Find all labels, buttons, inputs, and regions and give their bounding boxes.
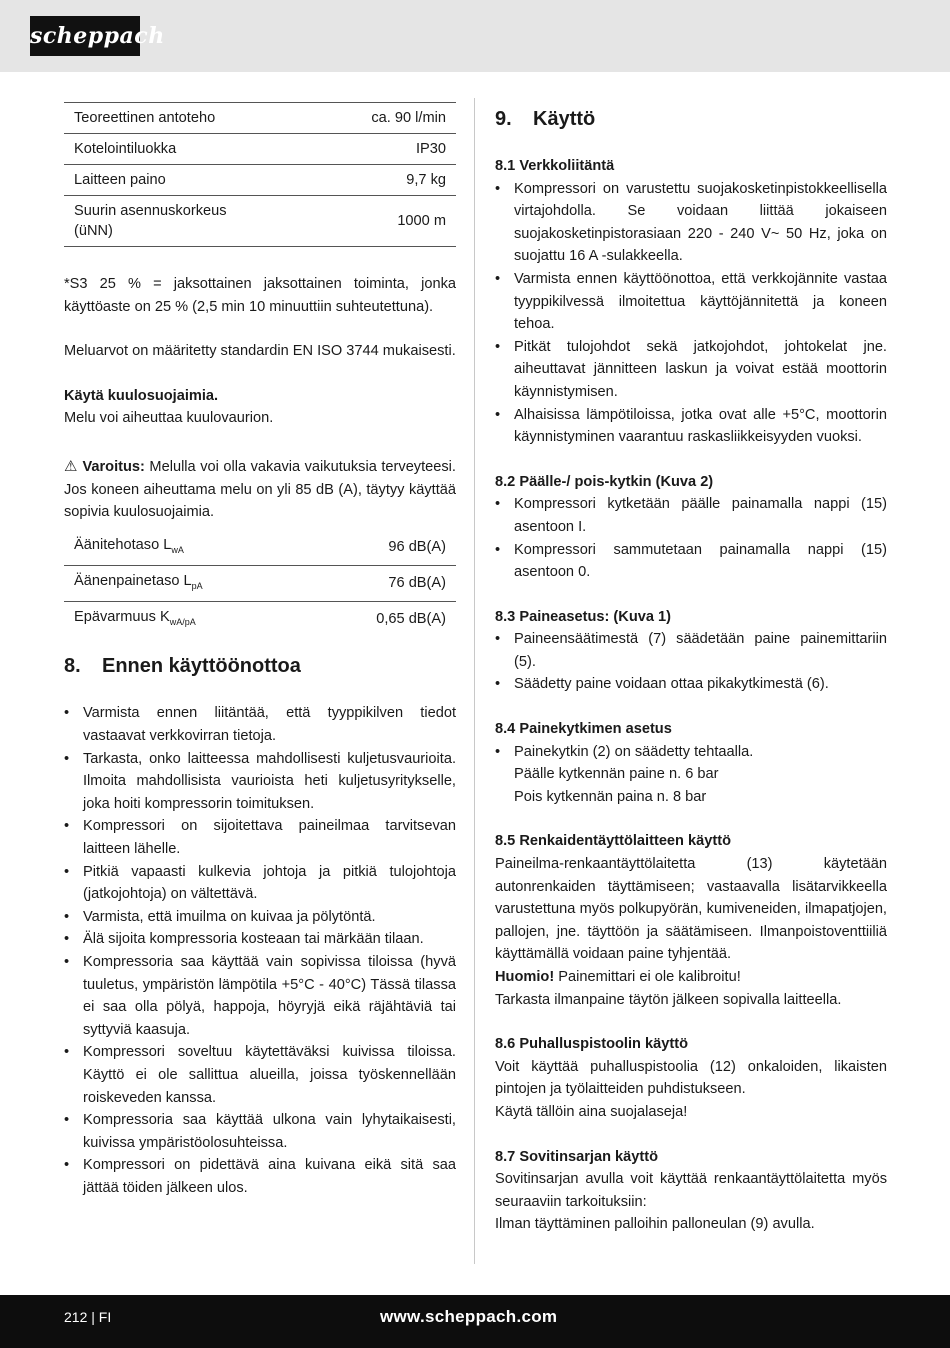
section-8-4-list [495, 741, 887, 809]
list-item: • Älä sijoita kompressoria kosteaan tai märkään tilaan. [64, 928, 456, 951]
spec-value: ca. 90 l/min [274, 103, 456, 134]
noise-standard-note: Meluarvot on määritetty standardin EN ISO 3744 mukaisesti. [64, 343, 456, 360]
warning-label: Varoitus: [82, 458, 145, 475]
list-item: • Paineensäätimestä (7) säädetään paine painemittariin (5). [495, 628, 887, 673]
page-footer [0, 1295, 950, 1348]
section-8-6-text: Voit käyttää puhalluspistoolia (12) onkaloiden, likaisten pintojen ja työlaitteiden puhdistukseen. [495, 1058, 887, 1098]
hearing-protection-heading: Käytä kuulosuojaimia. [64, 387, 219, 404]
table-row [64, 601, 456, 636]
table-row [64, 134, 456, 165]
section-8-1-heading: 8.1 Verkkoliitäntä [495, 158, 615, 174]
spec-table [64, 102, 456, 247]
hearing-protection-text: Melu voi aiheuttaa kuulovaurion. [64, 410, 274, 427]
section-9-heading: 9. Käyttö [495, 108, 596, 130]
noise-table [64, 530, 456, 637]
table-row [64, 565, 456, 601]
spec-label: Kotelointiluokka [64, 134, 274, 165]
section-8-4-heading: 8.4 Painekytkimen asetus [495, 721, 672, 738]
list-item: • Kompressoria saa käyttää vain sopivissa tiloissa (hyvä tuuletus, ympäristön lämpötila +5°C - 40°C) Tässä tilassa ei saa olla pölyä, happoja, höyryjä eikä räjähtäviä tai syttyviä kaasuja. [64, 951, 456, 1041]
warning-paragraph [64, 456, 456, 524]
list-item: • Kompressori sammutetaan painamalla nappi (15) asentoon 0. [495, 539, 887, 584]
section-8-heading: 8. Ennen käyttöönottoa [64, 655, 301, 678]
section-8-7-text2: Ilman täyttäminen palloihin palloneulan (9) avulla. [495, 1216, 815, 1233]
noise-label: Äänenpainetaso $L_{pA}$ [64, 565, 308, 601]
noise-value: 76 dB(A) [308, 565, 456, 601]
noise-value: 0,65 dB(A) [376, 611, 446, 628]
list-item: • Pitkät tulojohdot sekä jatkojohdot, johtokelat jne. aiheuttavat jännitteen laskun ja voivat estää moottorin käynnistymisen. [495, 336, 887, 404]
list-item: • Kompressori soveltuu käytettäväksi kuivissa tiloissa. Käyttö ei ole sallittua alueilla, joissa työskennellään roiskeveden kanssa. [64, 1041, 456, 1109]
table-row [64, 103, 456, 134]
scheppach-logo: scheppach [30, 16, 140, 56]
section-8-5-heading: 8.5 Renkaidentäyttölaitteen käyttö [495, 833, 732, 850]
list-item: • Säädetty paine voidaan ottaa pikakytkimestä (6). [495, 673, 887, 696]
noise-label: Epävarmuus $K_{wA/pA}$ [74, 608, 196, 627]
noise-value: 96 dB(A) [308, 530, 456, 565]
list-item: • Kompressori on varustettu suojakosketinpistokkeellisella virtajohdolla. Se voidaan liittää jokaiseen suojakosketinpistorasiaan 220 - 240 V~ 50 Hz, joka on suojattu 16 A -sulakkeella. [495, 178, 887, 268]
list-item: • Alhaisissa lämpötiloissa, jotka ovat alle +5°C, moottorin käynnistyminen vaarantuu raskasliikkeisyyden vuoksi. [495, 404, 887, 449]
section-8-1-list [495, 178, 887, 449]
list-item: • Painekytkin (2) on säädetty tehtaalla. Päälle kytkennän paine n. 6 bar Pois kytkennän paina n. 8 bar [495, 741, 887, 809]
page-number: 212 | FI [64, 1309, 112, 1325]
list-item: • Kompressoria saa käyttää ulkona vain lyhytaikaisesti, kuivissa ympäristöolosuhteissa. [64, 1109, 456, 1154]
spec-label: Teoreettinen antoteho [64, 103, 274, 134]
warning-triangle-icon: ⚠ [64, 457, 78, 475]
table-row [64, 530, 456, 565]
section-8-3-heading: 8.3 Paineasetus: (Kuva 1) [495, 608, 672, 625]
section-8-6-text2: Käytä tällöin aina suojalaseja! [495, 1103, 688, 1120]
list-item: • Varmista ennen liitäntää, että tyyppikilven tiedot vastaavat verkkovirran tietoja. [64, 702, 456, 747]
list-item: • Varmista, että imuilma on kuivaa ja pölytöntä. [64, 906, 456, 929]
section-8-3-list [495, 628, 887, 696]
section-8-5-note: Huomio! Painemittari ei ole kalibroitu! [495, 969, 741, 985]
spec-value: 9,7 kg [274, 165, 456, 196]
section-8-6-heading: 8.6 Puhalluspistoolin käyttö [495, 1036, 688, 1053]
list-item: • Kompressori on pidettävä aina kuivana eikä sitä saa jättää töiden jälkeen ulos. [64, 1154, 456, 1199]
list-item: • Tarkasta, onko laitteessa mahdollisesti kuljetusvaurioita. Ilmoita mahdollisista vaurioista heti kuljetusyritykselle, joka hoiti kompressorin toimituksen. [64, 748, 456, 816]
noise-label: Äänitehotaso $L_{wA}$ [64, 530, 308, 565]
section-8-5-last: Tarkasta ilmanpaine täytön jälkeen sopivalla laitteella. [495, 991, 842, 1008]
column-divider [474, 98, 475, 1264]
list-item: • Pitkiä vapaasti kulkevia johtoja ja pitkiä tulojohtoja (jatkojohtoja) on vältettävä. [64, 861, 456, 906]
page-header [0, 0, 950, 72]
section-8-2-list [495, 493, 887, 583]
list-item: • Kompressori on sijoitettava paineilmaa tarvitsevan laitteen lähelle. [64, 815, 456, 860]
list-item: • Kompressori kytketään päälle painamalla nappi (15) asentoon I. [495, 493, 887, 538]
s3-note: *S3 25 % = jaksottainen jaksottainen toiminta, jonka käyttöaste on 25 % (2,5 min 10 minuuttiin suhteutettuna). [64, 276, 456, 315]
section-8-7-heading: 8.7 Sovitinsarjan käyttö [495, 1148, 659, 1165]
website-link[interactable]: www.scheppach.com [380, 1307, 558, 1326]
spec-value: 1000 m [274, 196, 456, 247]
table-row [64, 196, 456, 247]
table-row [64, 165, 456, 196]
left-column [64, 102, 456, 1200]
section-8-list [64, 702, 456, 1199]
right-column [495, 102, 887, 1236]
spec-label: Suurin asennuskorkeus (üNN) [64, 196, 274, 247]
spec-label: Laitteen paino [64, 165, 274, 196]
section-8-7-text: Sovitinsarjan avulla voit käyttää renkaantäyttölaitetta myös seuraaviin tarkoituksiin: [495, 1171, 887, 1210]
list-item: • Varmista ennen käyttöönottoa, että verkkojännite vastaa tyyppikilvessä ilmoitettua käyttöjännitettä ja koneen tehoa. [495, 268, 887, 336]
section-8-5-text: Paineilma-renkaantäyttölaitetta (13) käytetään autonrenkaiden täyttämiseen; vastaavalla lisätarvikkeella varustettuna myös polkupyörän, kumiveneiden, ilmapatjojen, pallojen, jne. täyttöön ja säätämiseen. Ilmanpoistoventtiiliä käyttämällä voidaan paine tyhjentää. [495, 856, 887, 963]
warning-text: Melulla voi olla vakavia vaikutuksia terveyteesi. Jos koneen aiheuttama melu on yli 85 dB (A), täytyy käyttää sopivia kuulosuojaimia. [64, 458, 456, 521]
spec-value: IP30 [274, 134, 456, 165]
section-8-2-heading: 8.2 Päälle-/ pois-kytkin (Kuva 2) [495, 473, 714, 490]
